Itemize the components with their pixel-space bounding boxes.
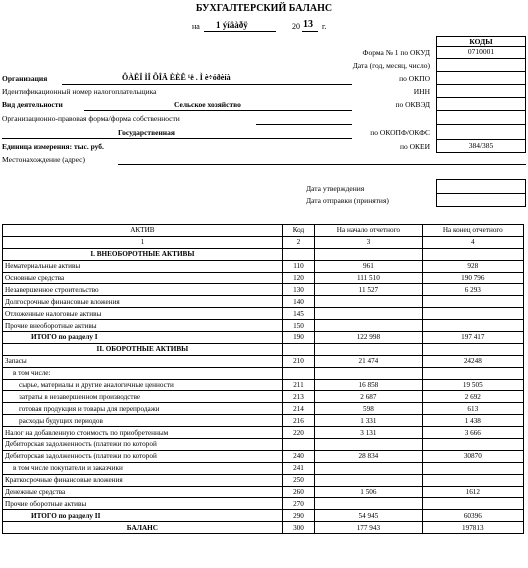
row-end-value: 1 438 bbox=[422, 415, 523, 427]
row-name: Налог на добавленную стоимость по приобретенным bbox=[3, 427, 283, 439]
row-start-value bbox=[315, 439, 422, 451]
row-end-value: 3 666 bbox=[422, 427, 523, 439]
row-code: 213 bbox=[282, 391, 314, 403]
row-code bbox=[282, 343, 314, 355]
org-label: Организация bbox=[2, 74, 48, 83]
org-value: ÔÀÊÎ ÌÎ ÕÎÄ ÈÈÊ ¹ë . Ì è÷óðèíà bbox=[122, 73, 231, 82]
table-row bbox=[3, 415, 524, 427]
table-header-row bbox=[3, 225, 524, 237]
row-start-value: 28 834 bbox=[315, 450, 422, 462]
header-asset: АКТИВ bbox=[3, 225, 283, 237]
row-end-value: 197813 bbox=[422, 522, 523, 534]
header-start: На начало отчетного bbox=[315, 225, 422, 237]
row-end-value: 30870 bbox=[422, 450, 523, 462]
table-number-row bbox=[3, 236, 524, 248]
row-name: Прочие оборотные активы bbox=[3, 498, 283, 510]
row-name: Прочие внеоборотные активы bbox=[3, 320, 283, 332]
table-row bbox=[3, 498, 524, 510]
table-row bbox=[3, 379, 524, 391]
row-code bbox=[282, 367, 314, 379]
okei-code: 384/385 bbox=[468, 141, 494, 150]
row-start-value: 177 943 bbox=[315, 522, 422, 534]
row-name: в том числе: bbox=[3, 367, 283, 379]
year-value: 13 bbox=[303, 19, 313, 30]
table-row bbox=[3, 486, 524, 498]
form-label: Форма № 1 по ОКУД bbox=[362, 48, 430, 57]
row-code: 190 bbox=[282, 332, 314, 344]
row-end-value: 60396 bbox=[422, 510, 523, 522]
col-num-2: 2 bbox=[282, 236, 314, 248]
row-start-value bbox=[315, 320, 422, 332]
row-name: I. ВНЕОБОРОТНЫЕ АКТИВЫ bbox=[3, 248, 283, 260]
activity-value: Сельское хозяйство bbox=[174, 100, 241, 109]
row-start-value: 54 945 bbox=[315, 510, 422, 522]
row-name: расходы будущих периодов bbox=[3, 415, 283, 427]
activity-label: Вид деятельности bbox=[2, 100, 63, 109]
row-code: 214 bbox=[282, 403, 314, 415]
table-row bbox=[3, 272, 524, 284]
row-code: 290 bbox=[282, 510, 314, 522]
row-end-value bbox=[422, 308, 523, 320]
row-name: Краткосрочные финансовые вложения bbox=[3, 474, 283, 486]
legal-form-label: Организационно-правовая форма/форма собственности bbox=[2, 114, 180, 123]
row-code: 145 bbox=[282, 308, 314, 320]
row-start-value: 3 131 bbox=[315, 427, 422, 439]
table-row bbox=[3, 296, 524, 308]
date-label: Дата (год, месяц, число) bbox=[352, 61, 430, 70]
table-row bbox=[3, 260, 524, 272]
table-row bbox=[3, 391, 524, 403]
row-start-value bbox=[315, 343, 422, 355]
ownership-value: Государственная bbox=[118, 128, 175, 137]
row-end-value bbox=[422, 462, 523, 474]
okpo-label: по ОКПО bbox=[399, 74, 430, 83]
date-prefix: на bbox=[192, 22, 200, 31]
page-title: БУХГАЛТЕРСКИЙ БАЛАНС bbox=[195, 3, 333, 14]
row-start-value: 2 687 bbox=[315, 391, 422, 403]
row-name: Незавершенное строительство bbox=[3, 284, 283, 296]
table-row bbox=[3, 248, 524, 260]
col-num-4: 4 bbox=[422, 236, 523, 248]
row-end-value bbox=[422, 320, 523, 332]
table-row bbox=[3, 474, 524, 486]
codes-header: КОДЫ bbox=[469, 37, 493, 46]
row-end-value: 19 505 bbox=[422, 379, 523, 391]
row-end-value bbox=[422, 296, 523, 308]
table-row bbox=[3, 308, 524, 320]
row-end-value bbox=[422, 367, 523, 379]
year-prefix: 20 bbox=[292, 22, 300, 31]
row-code: 210 bbox=[282, 355, 314, 367]
table-row bbox=[3, 462, 524, 474]
okopf-label: по ОКОПФ/ОКФС bbox=[370, 128, 430, 137]
row-end-value: 190 796 bbox=[422, 272, 523, 284]
row-code: 240 bbox=[282, 450, 314, 462]
row-name: Нематериальные активы bbox=[3, 260, 283, 272]
table-row bbox=[3, 522, 524, 534]
row-start-value: 11 527 bbox=[315, 284, 422, 296]
col-num-3: 3 bbox=[315, 236, 422, 248]
table-row bbox=[3, 367, 524, 379]
row-start-value: 111 510 bbox=[315, 272, 422, 284]
row-code: 300 bbox=[282, 522, 314, 534]
row-name: Дебиторская задолженность (платежи по которой bbox=[3, 450, 283, 462]
row-start-value bbox=[315, 367, 422, 379]
row-name: ИТОГО по разделу I bbox=[3, 332, 283, 344]
row-name: Долгосрочные финансовые вложения bbox=[3, 296, 283, 308]
row-end-value bbox=[422, 474, 523, 486]
row-start-value: 1 331 bbox=[315, 415, 422, 427]
row-code: 110 bbox=[282, 260, 314, 272]
row-name: Основные средства bbox=[3, 272, 283, 284]
row-code: 150 bbox=[282, 320, 314, 332]
row-code: 270 bbox=[282, 498, 314, 510]
inn-label: Идентификационный номер налогоплательщика bbox=[2, 87, 157, 96]
row-start-value bbox=[315, 462, 422, 474]
col-num-1: 1 bbox=[3, 236, 283, 248]
row-end-value: 2 692 bbox=[422, 391, 523, 403]
header-code: Код bbox=[282, 225, 314, 237]
row-code bbox=[282, 439, 314, 451]
row-end-value: 24248 bbox=[422, 355, 523, 367]
row-start-value: 122 998 bbox=[315, 332, 422, 344]
row-start-value: 1 506 bbox=[315, 486, 422, 498]
row-start-value bbox=[315, 248, 422, 260]
row-end-value bbox=[422, 498, 523, 510]
row-start-value bbox=[315, 498, 422, 510]
row-name: затраты в незавершенном производстве bbox=[3, 391, 283, 403]
row-start-value bbox=[315, 296, 422, 308]
header-end: На конец отчетного bbox=[422, 225, 523, 237]
row-name: готовая продукция и товары для перепродажи bbox=[3, 403, 283, 415]
approved-label: Дата утверждения bbox=[306, 184, 365, 193]
row-end-value: 928 bbox=[422, 260, 523, 272]
row-name: Дебиторская задолженность (платежи по которой bbox=[3, 439, 283, 451]
row-name: ИТОГО по разделу II bbox=[3, 510, 283, 522]
table-row bbox=[3, 320, 524, 332]
row-name: Запасы bbox=[3, 355, 283, 367]
okved-label: по ОКВЭД bbox=[395, 100, 430, 109]
table-row bbox=[3, 450, 524, 462]
row-code: 211 bbox=[282, 379, 314, 391]
okei-label: по ОКЕИ bbox=[399, 142, 430, 151]
table-row bbox=[3, 403, 524, 415]
row-code: 220 bbox=[282, 427, 314, 439]
table-row bbox=[3, 355, 524, 367]
row-end-value: 1612 bbox=[422, 486, 523, 498]
row-code: 250 bbox=[282, 474, 314, 486]
row-start-value: 961 bbox=[315, 260, 422, 272]
row-code bbox=[282, 248, 314, 260]
row-start-value: 16 858 bbox=[315, 379, 422, 391]
row-end-value bbox=[422, 248, 523, 260]
table-row bbox=[3, 427, 524, 439]
row-code: 120 bbox=[282, 272, 314, 284]
inn-code-label: ИНН bbox=[413, 87, 430, 96]
row-end-value bbox=[422, 439, 523, 451]
row-end-value bbox=[422, 343, 523, 355]
row-name: Денежные средства bbox=[3, 486, 283, 498]
date-value: 1 ýíâàðÿ bbox=[216, 20, 248, 30]
table-row bbox=[3, 332, 524, 344]
address-label: Местонахождение (адрес) bbox=[2, 155, 86, 164]
row-start-value: 21 474 bbox=[315, 355, 422, 367]
row-start-value bbox=[315, 308, 422, 320]
sent-label: Дата отправки (принятия) bbox=[306, 196, 389, 205]
row-name: II. ОБОРОТНЫЕ АКТИВЫ bbox=[3, 343, 283, 355]
row-name: Отложенные налоговые активы bbox=[3, 308, 283, 320]
unit-label: Единица измерения: тыс. руб. bbox=[2, 142, 104, 151]
row-end-value: 197 417 bbox=[422, 332, 523, 344]
table-row bbox=[3, 284, 524, 296]
row-start-value bbox=[315, 474, 422, 486]
balance-table bbox=[2, 224, 524, 534]
row-code: 260 bbox=[282, 486, 314, 498]
year-suffix: г. bbox=[322, 22, 327, 31]
row-code: 130 bbox=[282, 284, 314, 296]
form-code: 0710001 bbox=[467, 47, 495, 56]
row-code: 241 bbox=[282, 462, 314, 474]
table-row bbox=[3, 510, 524, 522]
row-code: 140 bbox=[282, 296, 314, 308]
row-end-value: 6 293 bbox=[422, 284, 523, 296]
row-name: сырье, материалы и другие аналогичные ценности bbox=[3, 379, 283, 391]
row-code: 216 bbox=[282, 415, 314, 427]
row-name: в том числе покупатели и заказчики bbox=[3, 462, 283, 474]
row-end-value: 613 bbox=[422, 403, 523, 415]
table-row bbox=[3, 343, 524, 355]
row-name: БАЛАНС bbox=[3, 522, 283, 534]
table-row bbox=[3, 439, 524, 451]
row-start-value: 598 bbox=[315, 403, 422, 415]
